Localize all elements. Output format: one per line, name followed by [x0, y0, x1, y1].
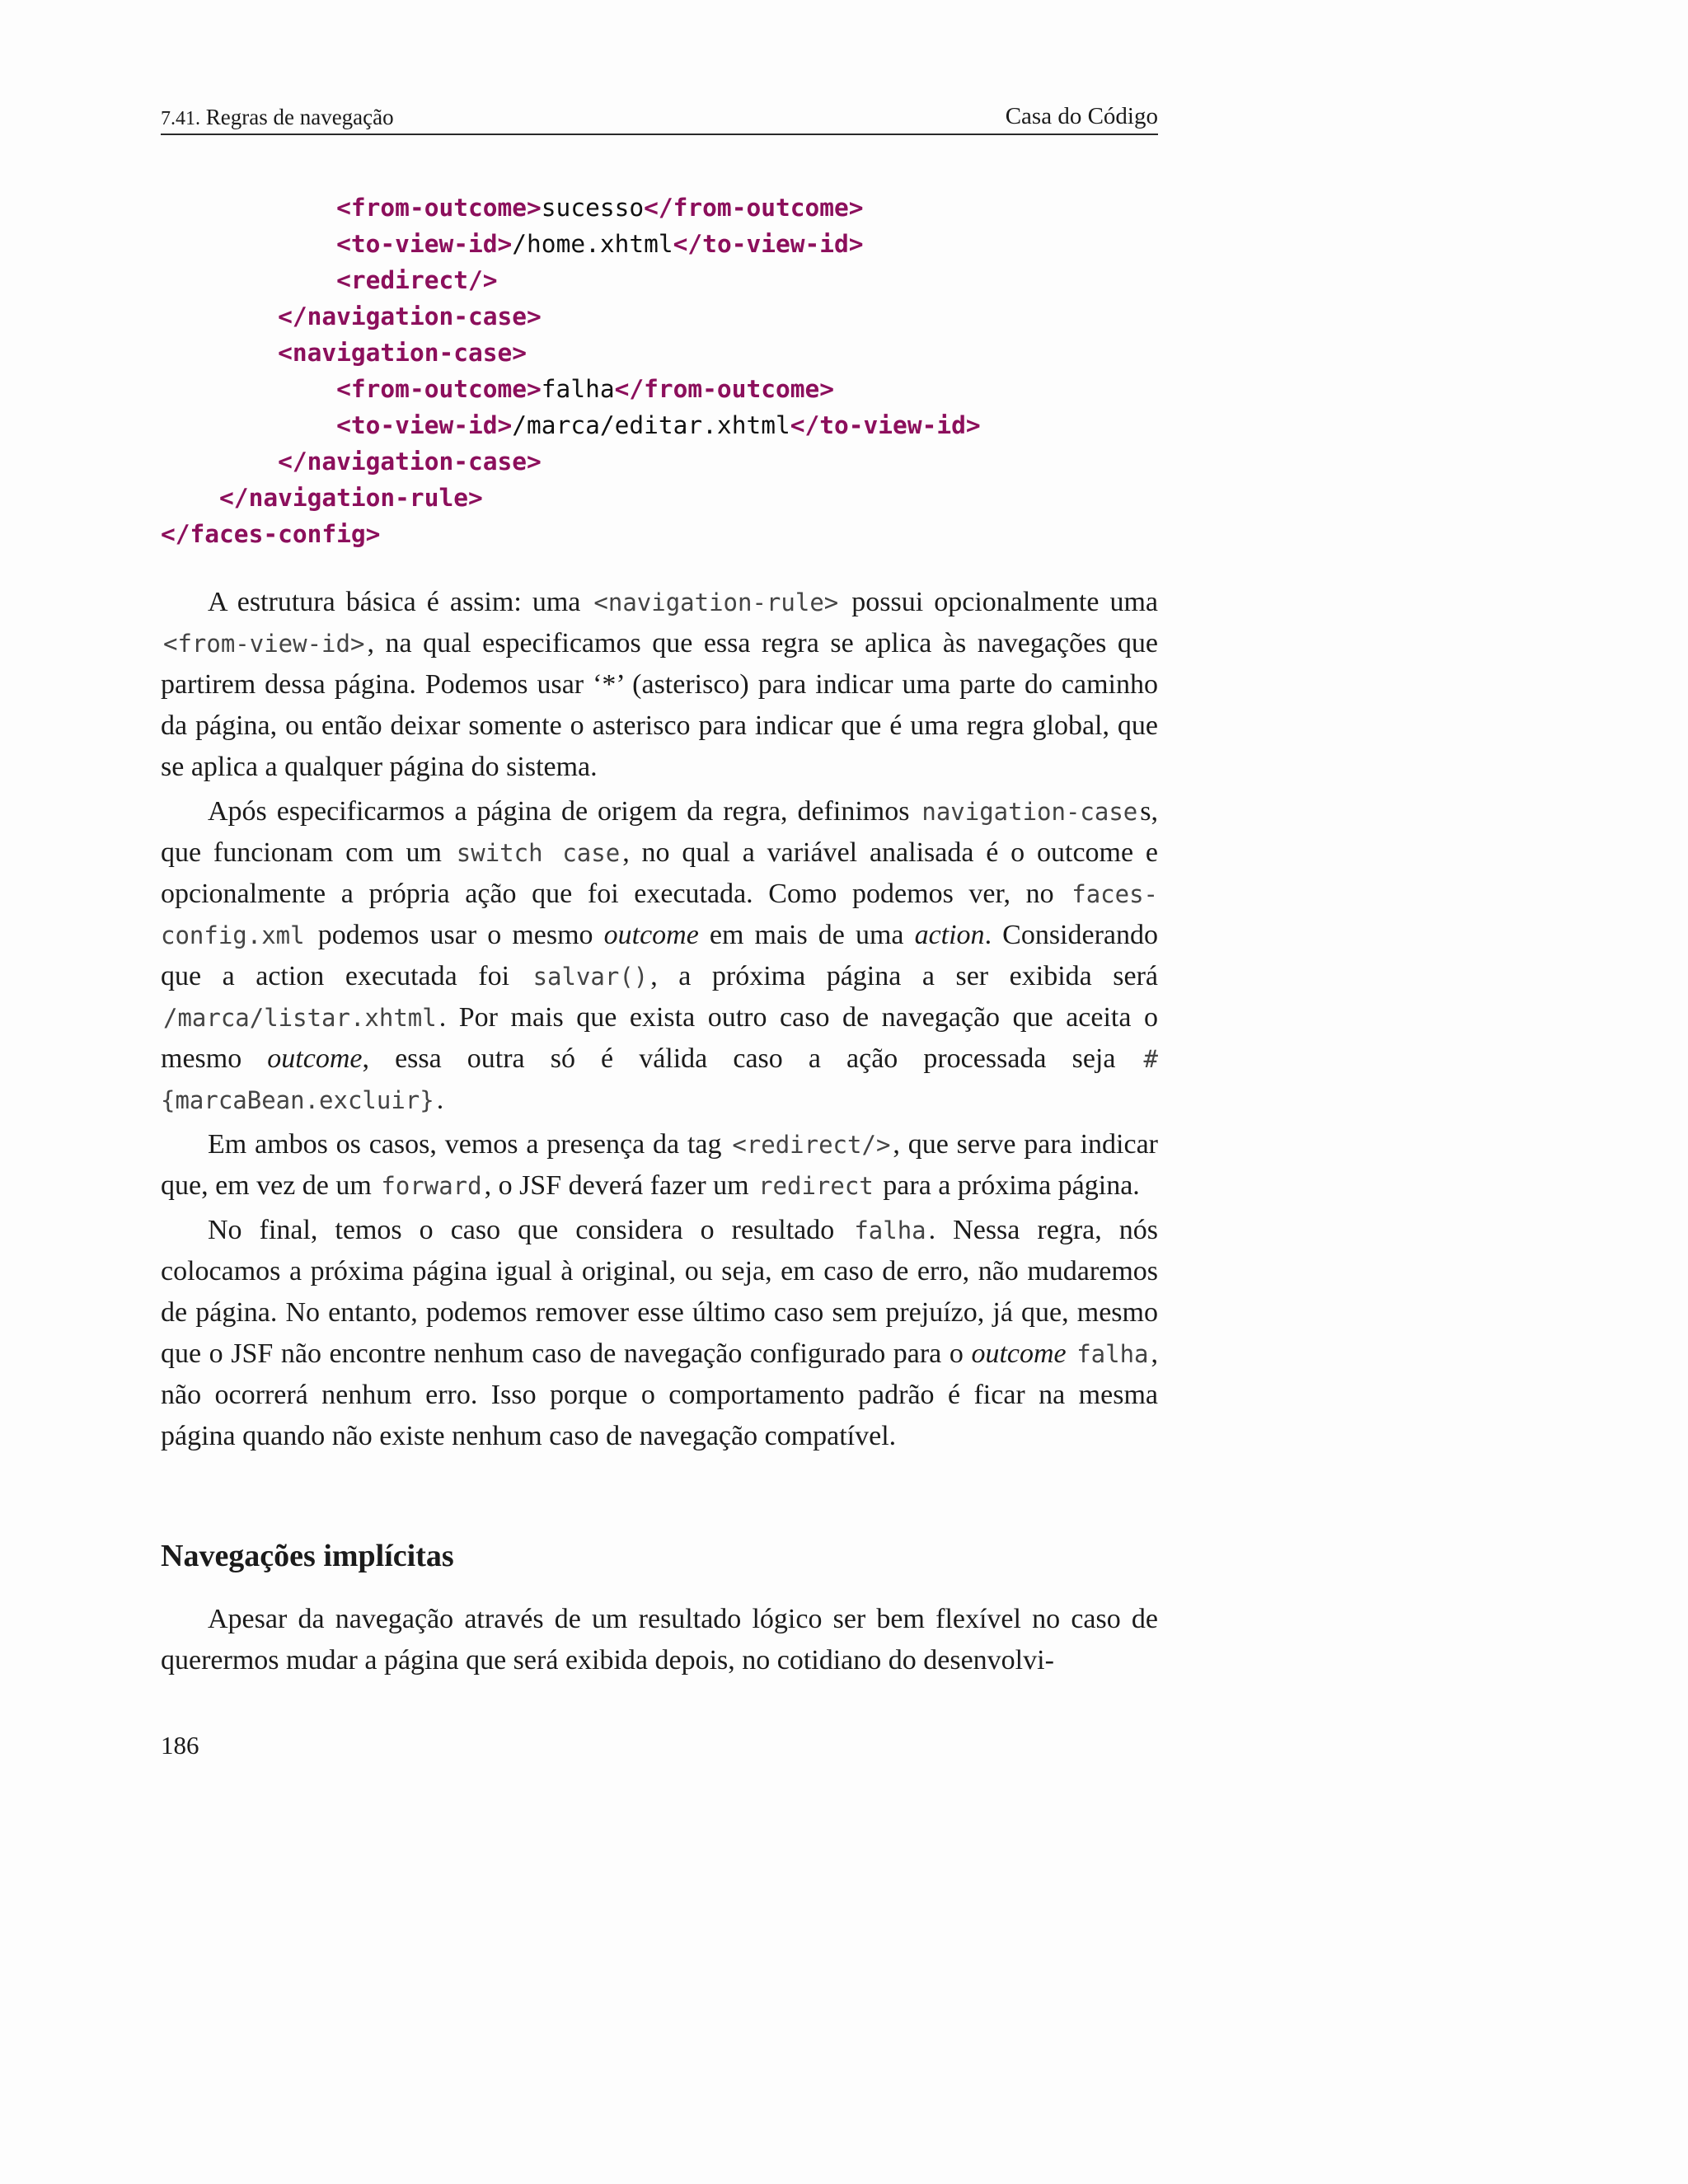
header-section-title: Regras de navegação [205, 105, 394, 129]
code-tag: </to-view-id> [673, 230, 864, 258]
body-text-continued [161, 1599, 1158, 1681]
code-tag: <to-view-id> [336, 411, 513, 439]
text: , na qual especificamos que essa regra se aplica às navegações que partirem dessa página. Podemos usar ‘*’ (asterisco) para indicar uma parte do caminho da página, ou então deixar somente o asterisco para indicar que é uma regra global, que se aplica a qualquer página do sistema. [161, 628, 1158, 782]
inline-code: falha [1076, 1340, 1149, 1368]
text: possui opcionalmente uma [851, 587, 1158, 617]
page-number: 186 [161, 1731, 199, 1760]
inline-code: /marca/listar.xhtml [163, 1004, 437, 1032]
code-line [161, 335, 1158, 371]
code-text: falha [541, 375, 615, 403]
code-tag: </to-view-id> [790, 411, 981, 439]
emphasis: action [914, 920, 985, 950]
inline-code: switch case [456, 839, 621, 867]
text: , o JSF deverá fazer um [484, 1170, 749, 1201]
text: , que serve para indicar que, em vez de um [161, 1129, 1158, 1201]
header-section [161, 105, 394, 130]
code-line [161, 226, 1158, 262]
code-line [161, 371, 1158, 407]
paragraph-4 [161, 1210, 1158, 1457]
code-listing [161, 190, 1158, 552]
emphasis: outcome [267, 1043, 363, 1074]
inline-code: navigation-case [921, 798, 1138, 826]
emphasis: outcome [971, 1338, 1067, 1369]
text: . Considerando que a action executada foi [161, 920, 1158, 991]
code-line [161, 190, 1158, 226]
inline-code: forward [381, 1172, 482, 1200]
inline-code: <redirect/> [732, 1131, 891, 1159]
code-indent [161, 339, 278, 367]
text: , não ocorrerá nenhum erro. Isso porque o comportamento padrão é ficar na mesma página quando não existe nenhum caso de navegação compatível. [161, 1338, 1159, 1451]
code-indent [161, 448, 278, 476]
code-tag: <navigation-case> [278, 339, 528, 367]
code-indent [161, 230, 336, 258]
inline-code: salvar() [532, 963, 649, 991]
code-tag: </from-outcome> [644, 194, 864, 222]
code-text: /home.xhtml [512, 230, 673, 258]
inline-code: faces-config.xml [161, 880, 1158, 949]
code-tag: <to-view-id> [336, 230, 513, 258]
text: , essa outra só é válida caso a ação processada seja [362, 1043, 1116, 1074]
paragraph-5: Apesar da navegação através de um resultado lógico ser bem flexível no caso de querermos mudar a página que será exibida depois, no cotidiano do desenvolvi- [161, 1604, 1158, 1675]
code-tag: </navigation-case> [278, 302, 542, 330]
paragraph-2 [161, 791, 1158, 1121]
text: podemos usar o mesmo [317, 920, 593, 950]
text: para a próxima página. [883, 1170, 1140, 1201]
inline-code: #{marcaBean.excluir} [161, 1045, 1158, 1114]
emphasis: outcome [603, 920, 699, 950]
code-tag: </navigation-rule> [219, 484, 483, 512]
header-section-number: 7.41. [161, 108, 200, 129]
code-tag: <from-outcome> [336, 375, 542, 403]
code-indent [161, 302, 278, 330]
text: , no qual a variável analisada é o outcome e opcionalmente a própria ação que foi executada. Como podemos ver, no [161, 837, 1158, 909]
code-indent [161, 375, 336, 403]
inline-code: <from-view-id> [163, 630, 365, 658]
text: Em ambos os casos, vemos a presença da tag [208, 1129, 722, 1160]
paragraph-1 [161, 582, 1158, 788]
text: Após especificarmos a página de origem da regra, definimos [208, 796, 910, 827]
code-line [161, 480, 1158, 516]
text: . Nessa regra, nós colocamos a próxima página igual à original, ou seja, em caso de erro, não mudaremos de página. No entanto, podemos remover esse último caso sem prejuízo, já que, mesmo que o JSF não encontre nenhum caso de navegação configurado para o [161, 1215, 1159, 1369]
code-indent [161, 194, 336, 222]
inline-code: falha [854, 1216, 926, 1244]
code-tag: <redirect/> [336, 266, 498, 294]
code-tag: </navigation-case> [278, 448, 542, 476]
header-book-title: Casa do Código [1005, 103, 1158, 129]
paragraph-3 [161, 1124, 1158, 1207]
body-text [161, 582, 1158, 1457]
code-line [161, 516, 1158, 552]
text: s, que funcionam com um [161, 796, 1158, 868]
code-line [161, 443, 1158, 480]
text: . Por mais que exista outro caso de navegação que aceita o mesmo [161, 1002, 1158, 1074]
code-text: /marca/editar.xhtml [512, 411, 790, 439]
book-page [161, 0, 1158, 2184]
section-heading: Navegações implícitas [161, 1539, 454, 1573]
code-indent [161, 266, 336, 294]
text: , a próxima página a ser exibida será [650, 961, 1158, 991]
text: No final, temos o caso que considera o resultado [208, 1215, 835, 1245]
code-indent [161, 411, 336, 439]
inline-code: <navigation-rule> [593, 588, 839, 616]
code-line [161, 298, 1158, 335]
code-indent [161, 484, 219, 512]
code-line [161, 407, 1158, 443]
code-tag: <from-outcome> [336, 194, 542, 222]
text: em mais de uma [709, 920, 904, 950]
code-text: sucesso [541, 194, 645, 222]
running-header [161, 101, 1158, 135]
inline-code: redirect [758, 1172, 874, 1200]
code-tag: </faces-config> [161, 520, 381, 548]
text: . [436, 1085, 444, 1115]
text: A estrutura básica é assim: uma [208, 587, 581, 617]
code-line [161, 262, 1158, 298]
code-tag: </from-outcome> [614, 375, 835, 403]
